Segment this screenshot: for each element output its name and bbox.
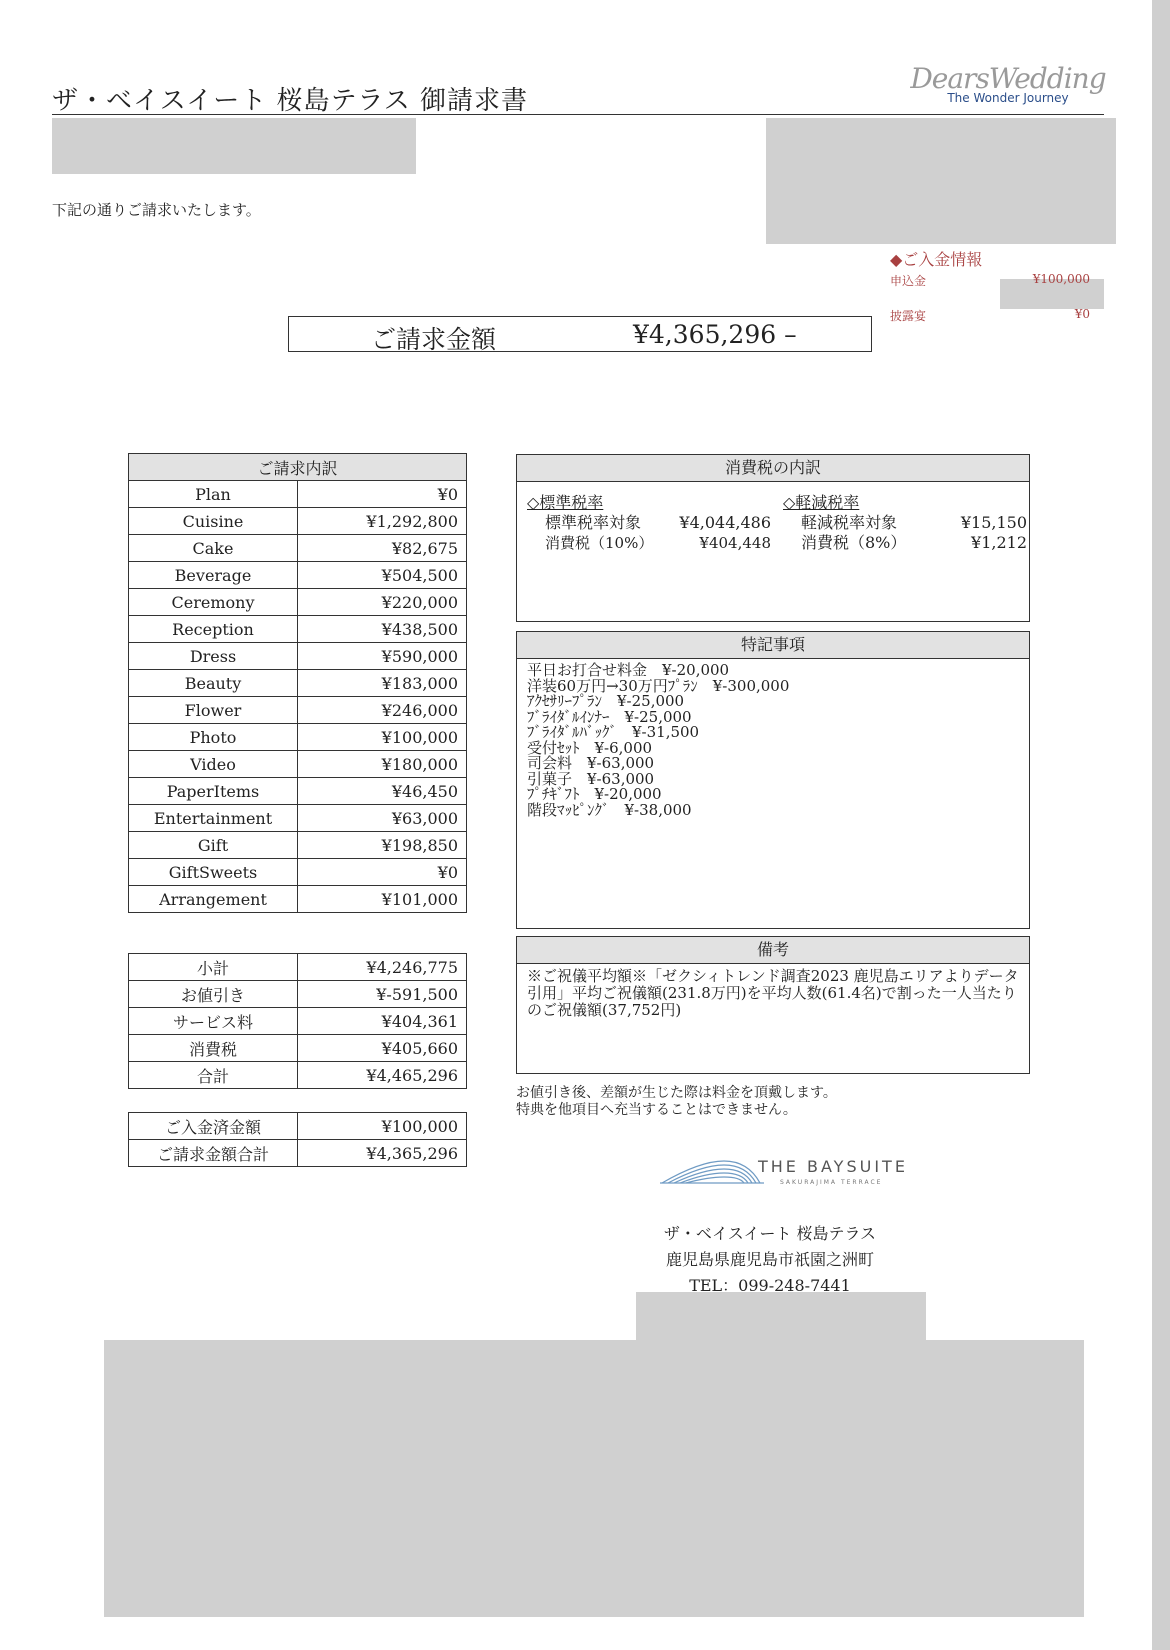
row-value: ¥180,000 (298, 751, 467, 778)
row-label: Arrangement (129, 886, 298, 913)
amount-due-label: ご請求金額 (371, 325, 497, 354)
table-row (129, 778, 467, 805)
scan-edge (1152, 0, 1170, 1650)
row-value: ¥4,465,296 (298, 1062, 467, 1089)
footnote-line: お値引き後、差額が生じた際は料金を頂戴します。 (516, 1085, 837, 1101)
reduced-tax-line (783, 533, 1027, 553)
payment-row-label: 申込金 (890, 274, 927, 288)
reduced-tax-column (783, 493, 1027, 553)
row-label: 小計 (129, 954, 298, 981)
row-value: ¥1,292,800 (298, 508, 467, 535)
document-title: ザ・ベイスイート 桜島テラス 御請求書 (52, 86, 528, 116)
tax-line-label: 消費税（8%） (801, 533, 907, 552)
breakdown-table (128, 453, 467, 913)
breakdown-rows (129, 481, 467, 913)
table-row (129, 1062, 467, 1089)
special-note-line: ｱｸｾｻﾘｰﾌﾟﾗﾝ ¥-25,000 (527, 692, 685, 710)
final-rows (129, 1113, 467, 1167)
amount-due-value: ¥4,365,296 – (633, 320, 797, 349)
logo-sub-text: The Wonder Journey (947, 91, 1069, 105)
venue-name: ザ・ベイスイート 桜島テラス (663, 1224, 877, 1243)
row-label: Beauty (129, 670, 298, 697)
payment-row-label: 披露宴 (890, 309, 927, 323)
standard-tax-column (527, 493, 771, 553)
standard-tax-line (527, 533, 771, 553)
table-row (129, 981, 467, 1008)
table-row (129, 643, 467, 670)
row-value: ¥100,000 (298, 724, 467, 751)
table-row (129, 1113, 467, 1140)
row-label: Ceremony (129, 589, 298, 616)
row-label: お値引き (129, 981, 298, 1008)
row-label: PaperItems (129, 778, 298, 805)
table-row (129, 1008, 467, 1035)
table-row (129, 562, 467, 589)
row-value: ¥4,246,775 (298, 954, 467, 981)
tax-line-value: ¥15,150 (960, 513, 1027, 532)
table-row (129, 724, 467, 751)
special-notes-list (517, 659, 1029, 822)
row-label: Photo (129, 724, 298, 751)
dears-wedding-logo (908, 62, 1108, 105)
row-value: ¥63,000 (298, 805, 467, 832)
payment-row-amount: ¥100,000 (1032, 272, 1090, 286)
row-label: ご入金済金額 (129, 1113, 298, 1140)
row-label: GiftSweets (129, 859, 298, 886)
standard-tax-line (527, 513, 771, 533)
special-note-line: ﾌﾞﾗｲﾀﾞﾙｲﾝﾅｰ ¥-25,000 (527, 707, 692, 726)
venue-tel: TEL：099-248-7441 (689, 1276, 851, 1295)
remarks-heading: 備考 (517, 937, 1029, 964)
redacted-contact (636, 1292, 926, 1342)
row-label: Video (129, 751, 298, 778)
table-row (129, 1035, 467, 1062)
special-note-line: 平日お打合せ料金 ¥-20,000 (527, 661, 730, 679)
row-value: ¥0 (298, 481, 467, 508)
reduced-tax-line (783, 513, 1027, 533)
row-value: ¥438,500 (298, 616, 467, 643)
row-label: Plan (129, 481, 298, 508)
special-note-line: 受付ｾｯﾄ ¥-6,000 (527, 738, 653, 757)
discount-footnote (516, 1085, 837, 1119)
table-row (129, 859, 467, 886)
row-label: Cuisine (129, 508, 298, 535)
row-value: ¥100,000 (298, 1113, 467, 1140)
row-value: ¥246,000 (298, 697, 467, 724)
table-row (129, 589, 467, 616)
payment-row-amount: ¥0 (1074, 307, 1090, 321)
tax-line-value: ¥4,044,486 (679, 513, 771, 532)
redacted-customer-address (766, 118, 1116, 244)
row-value: ¥82,675 (298, 535, 467, 562)
row-value: ¥198,850 (298, 832, 467, 859)
tax-line-value: ¥404,448 (699, 534, 771, 552)
remarks-text: ※ご祝儀平均額※「ゼクシィトレンド調査2023 鹿児島エリアよりデータ引用」平均ご祝儀額(231.8万円)を平均人数(61.4名)で割った一人当たりのご祝儀額(37,752円) (527, 967, 1019, 1019)
tax-line-value: ¥1,212 (971, 533, 1027, 552)
special-notes-heading: 特記事項 (517, 632, 1029, 659)
special-note-line: ﾌﾟﾁｷﾞﾌﾄ ¥-20,000 (527, 785, 662, 803)
table-row (129, 481, 467, 508)
payment-info-heading: ◆ご入金情報 (890, 250, 983, 269)
standard-tax-title: ◇標準税率 (527, 493, 604, 512)
special-note-line: 階段ﾏｯﾋﾟﾝｸﾞ ¥-38,000 (527, 800, 692, 819)
row-value: ¥46,450 (298, 778, 467, 805)
special-note-line: 司会料 ¥-63,000 (527, 754, 655, 772)
payment-row-reception (890, 307, 1090, 324)
amount-due-box (288, 316, 872, 352)
table-row (129, 1140, 467, 1167)
table-row (129, 751, 467, 778)
tax-breakdown-heading: 消費税の内訳 (517, 455, 1029, 482)
row-value: ¥4,365,296 (298, 1140, 467, 1167)
special-note-line: ﾌﾞﾗｲﾀﾞﾙﾊﾞｯｸﾞ ¥-31,500 (527, 723, 700, 741)
payment-row-deposit (890, 272, 1090, 289)
row-label: Beverage (129, 562, 298, 589)
intro-text: 下記の通りご請求いたします。 (52, 201, 261, 219)
row-label: 合計 (129, 1062, 298, 1089)
remarks-panel (516, 936, 1030, 1074)
table-row (129, 886, 467, 913)
final-table (128, 1112, 467, 1167)
tax-breakdown-panel (516, 454, 1030, 622)
redacted-customer-name (52, 118, 416, 174)
row-value: ¥405,660 (298, 1035, 467, 1062)
logo-script-text: DearsWedding (910, 62, 1106, 95)
row-label: Flower (129, 697, 298, 724)
row-label: 消費税 (129, 1035, 298, 1062)
row-value: ¥404,361 (298, 1008, 467, 1035)
row-value: ¥504,500 (298, 562, 467, 589)
row-label: Cake (129, 535, 298, 562)
tax-line-label: 軽減税率対象 (801, 513, 898, 532)
table-row (129, 508, 467, 535)
row-value: ¥101,000 (298, 886, 467, 913)
redacted-footer-block (104, 1340, 1084, 1617)
row-label: Entertainment (129, 805, 298, 832)
footnote-line: 特典を他項目へ充当することはできません。 (516, 1102, 797, 1118)
reduced-tax-title: ◇軽減税率 (783, 493, 860, 512)
tax-line-label: 消費税（10%） (545, 534, 654, 552)
table-row (129, 832, 467, 859)
row-label: ご請求金額合計 (129, 1140, 298, 1167)
baysuite-logo-subtext: SAKURAJIMA TERRACE (780, 1179, 883, 1186)
row-value: ¥590,000 (298, 643, 467, 670)
row-value: ¥220,000 (298, 589, 467, 616)
special-note-line: 洋装60万円→30万円ﾌﾟﾗﾝ ¥-300,000 (527, 676, 790, 695)
row-label: Reception (129, 616, 298, 643)
row-value: ¥183,000 (298, 670, 467, 697)
row-value: ¥0 (298, 859, 467, 886)
special-notes-panel (516, 631, 1030, 929)
baysuite-logo-text: THE BAYSUITE (758, 1157, 908, 1176)
title-rule (52, 114, 1104, 115)
row-label: Gift (129, 832, 298, 859)
breakdown-heading: ご請求内訳 (129, 454, 467, 481)
table-row (129, 670, 467, 697)
totals-rows (129, 954, 467, 1089)
table-row (129, 954, 467, 981)
row-label: サービス料 (129, 1008, 298, 1035)
row-value: ¥-591,500 (298, 981, 467, 1008)
venue-address: 鹿児島県鹿児島市祇園之洲町 (665, 1250, 874, 1269)
totals-table (128, 953, 467, 1089)
special-note-line: 引菓子 ¥-63,000 (527, 769, 655, 788)
table-row (129, 535, 467, 562)
table-row (129, 697, 467, 724)
tax-line-label: 標準税率対象 (545, 513, 642, 532)
table-row (129, 616, 467, 643)
table-row (129, 805, 467, 832)
row-label: Dress (129, 643, 298, 670)
